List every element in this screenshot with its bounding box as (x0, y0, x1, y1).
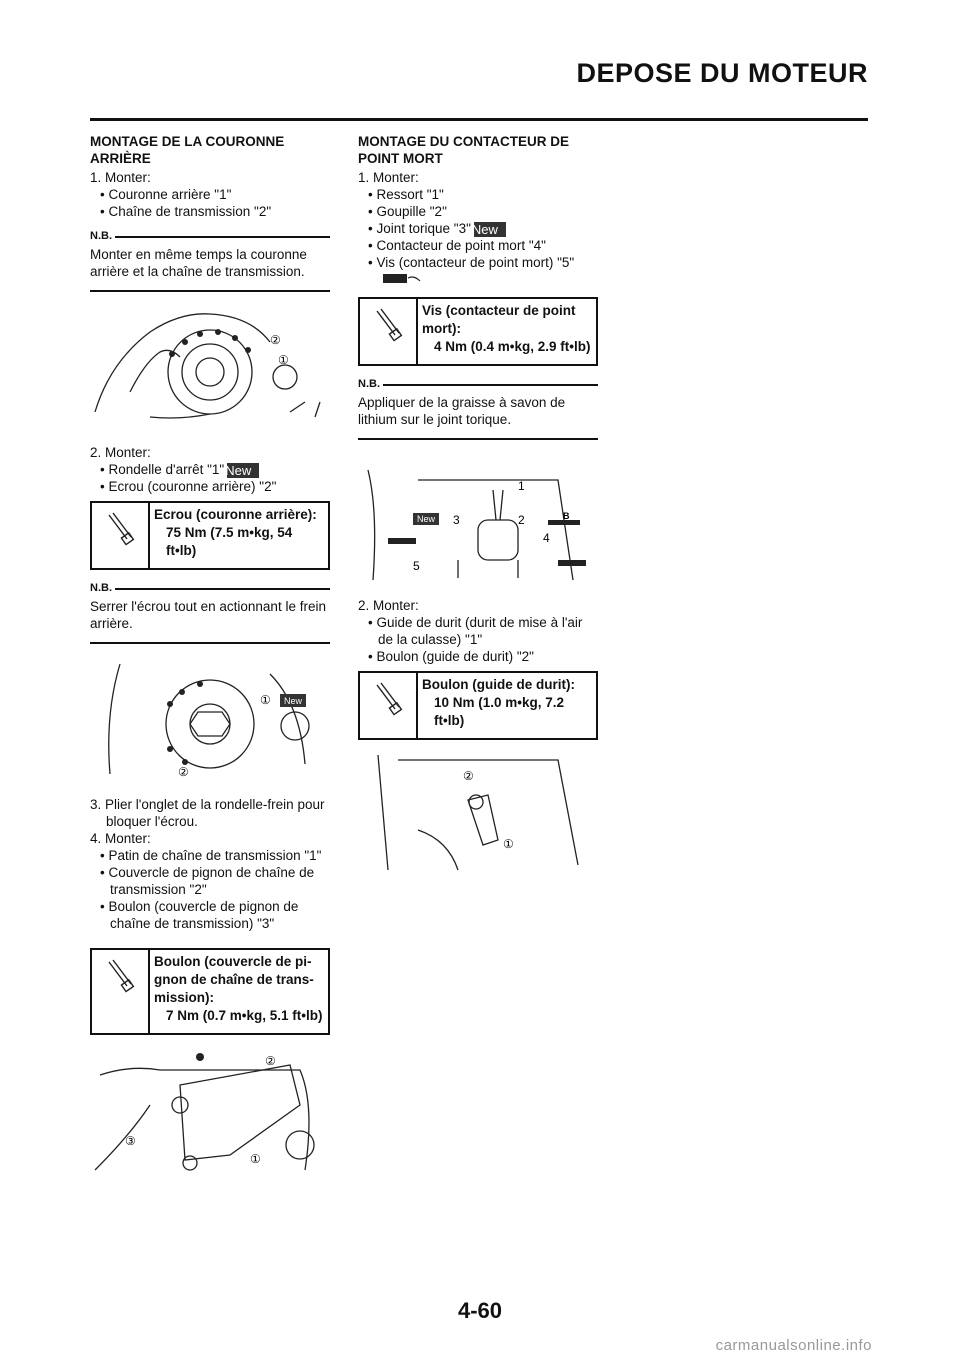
nb-note (90, 228, 330, 292)
figure-sprocket-chain (90, 302, 330, 436)
watermark: carmanualsonline.info (715, 1337, 872, 1354)
nb-note (358, 376, 598, 440)
section-heading-couronne: MONTAGE DE LA COURONNE ARRIÈRE (90, 134, 285, 166)
torque-wrench-icon (105, 958, 135, 1033)
nb-text: Appliquer de la graisse à savon de lithium sur le joint torique. (358, 395, 566, 427)
nb-note (90, 580, 330, 644)
torque-spec-box (358, 297, 598, 366)
new-badge: New (227, 463, 259, 478)
callout-2: ② (265, 1054, 276, 1068)
figure-hose-guide (358, 750, 598, 879)
callout-5: 5 (413, 559, 420, 573)
torque-wrench-icon (373, 681, 403, 738)
list-item: • Guide de durit (durit de mise à l'air de la culasse) "1" (368, 614, 598, 648)
list-item: • Patin de chaîne de transmission "1" (100, 847, 330, 864)
nb-text: Monter en même temps la couronne arrière et la chaîne de transmission. (90, 247, 307, 279)
callout-2: ② (463, 769, 474, 783)
callout-1: ① (260, 693, 271, 707)
grease-icon (358, 271, 598, 291)
torque-wrench-icon (373, 307, 403, 364)
spec-value: 75 Nm (7.5 m•kg, 54 ft•lb) (166, 525, 293, 558)
figure-sprocket-cover (90, 1045, 330, 1184)
nb-text: Serrer l'écrou tout en actionnant le frein arrière. (90, 599, 326, 631)
list-item: • Contacteur de point mort "4" (368, 237, 598, 254)
torque-spec-box (90, 501, 330, 570)
grease-label-b: B (563, 511, 570, 521)
callout-4: 4 (543, 531, 550, 545)
callout-2: ② (270, 333, 281, 347)
section-heading-point-mort: MONTAGE DU CONTACTEUR DE POINT MORT (358, 134, 569, 166)
spec-value: 10 Nm (1.0 m•kg, 7.2 ft•lb) (434, 695, 565, 728)
nb-label: N.B. (90, 230, 112, 242)
figure-nut-washer (90, 654, 330, 788)
list-item: • Boulon (guide de durit) "2" (368, 648, 598, 665)
callout-2: 2 (518, 513, 525, 527)
new-badge: New (474, 222, 506, 237)
spec-title: Vis (contacteur de point mort): (422, 303, 576, 336)
callout-3: ③ (125, 1134, 136, 1148)
torque-spec-box (90, 948, 330, 1035)
spec-value: 7 Nm (0.7 m•kg, 5.1 ft•lb) (166, 1008, 323, 1023)
torque-wrench-icon (105, 511, 135, 568)
list-item: • Joint torique "3"New (368, 220, 598, 237)
step-3: 3. Plier l'onglet de la rondelle-frein pour bloquer l'écrou. (90, 797, 325, 829)
callout-1: ① (250, 1152, 261, 1166)
list-item: • Boulon (couvercle de pignon de chaîne de transmission) "3" (100, 898, 330, 932)
spec-title: Boulon (couvercle de pi-gnon de chaîne de trans-mission): (154, 954, 314, 1005)
step-2: 2. Monter: (358, 598, 419, 613)
torque-spec-box (358, 671, 598, 740)
list-item: • Ecrou (couronne arrière) "2" (100, 478, 330, 495)
callout-1: ① (278, 353, 289, 367)
step-1: 1. Monter: (358, 170, 419, 185)
svg-text:New: New (417, 514, 436, 524)
left-column (90, 133, 330, 1192)
svg-text:New: New (284, 696, 303, 706)
list-item: • Vis (contacteur de point mort) "5" (368, 254, 598, 271)
spec-title: Boulon (guide de durit): (422, 677, 575, 692)
callout-2: ② (178, 765, 189, 779)
list-item: • Rondelle d'arrêt "1"New (100, 461, 330, 478)
page-title: DEPOSE DU MOTEUR (576, 58, 868, 88)
list-item: • Couvercle de pignon de chaîne de transmission "2" (100, 864, 330, 898)
callout-3: 3 (453, 513, 460, 527)
callout-1: ① (503, 837, 514, 851)
step-4: 4. Monter: (90, 831, 151, 846)
figure-neutral-switch (358, 450, 598, 589)
callout-1: 1 (518, 479, 525, 493)
step-1: 1. Monter: (90, 170, 151, 185)
list-item: • Ressort "1" (368, 186, 598, 203)
nb-label: N.B. (90, 582, 112, 594)
step-2: 2. Monter: (90, 445, 151, 460)
list-item: • Chaîne de transmission "2" (100, 203, 330, 220)
page-number: 4-60 (457, 1298, 503, 1323)
spec-title: Ecrou (couronne arrière): (154, 507, 317, 522)
title-rule (90, 118, 868, 121)
list-item: • Goupille "2" (368, 203, 598, 220)
middle-column (358, 133, 598, 887)
spec-value: 4 Nm (0.4 m•kg, 2.9 ft•lb) (434, 339, 591, 354)
list-item: • Couronne arrière "1" (100, 186, 330, 203)
nb-label: N.B. (358, 378, 380, 390)
